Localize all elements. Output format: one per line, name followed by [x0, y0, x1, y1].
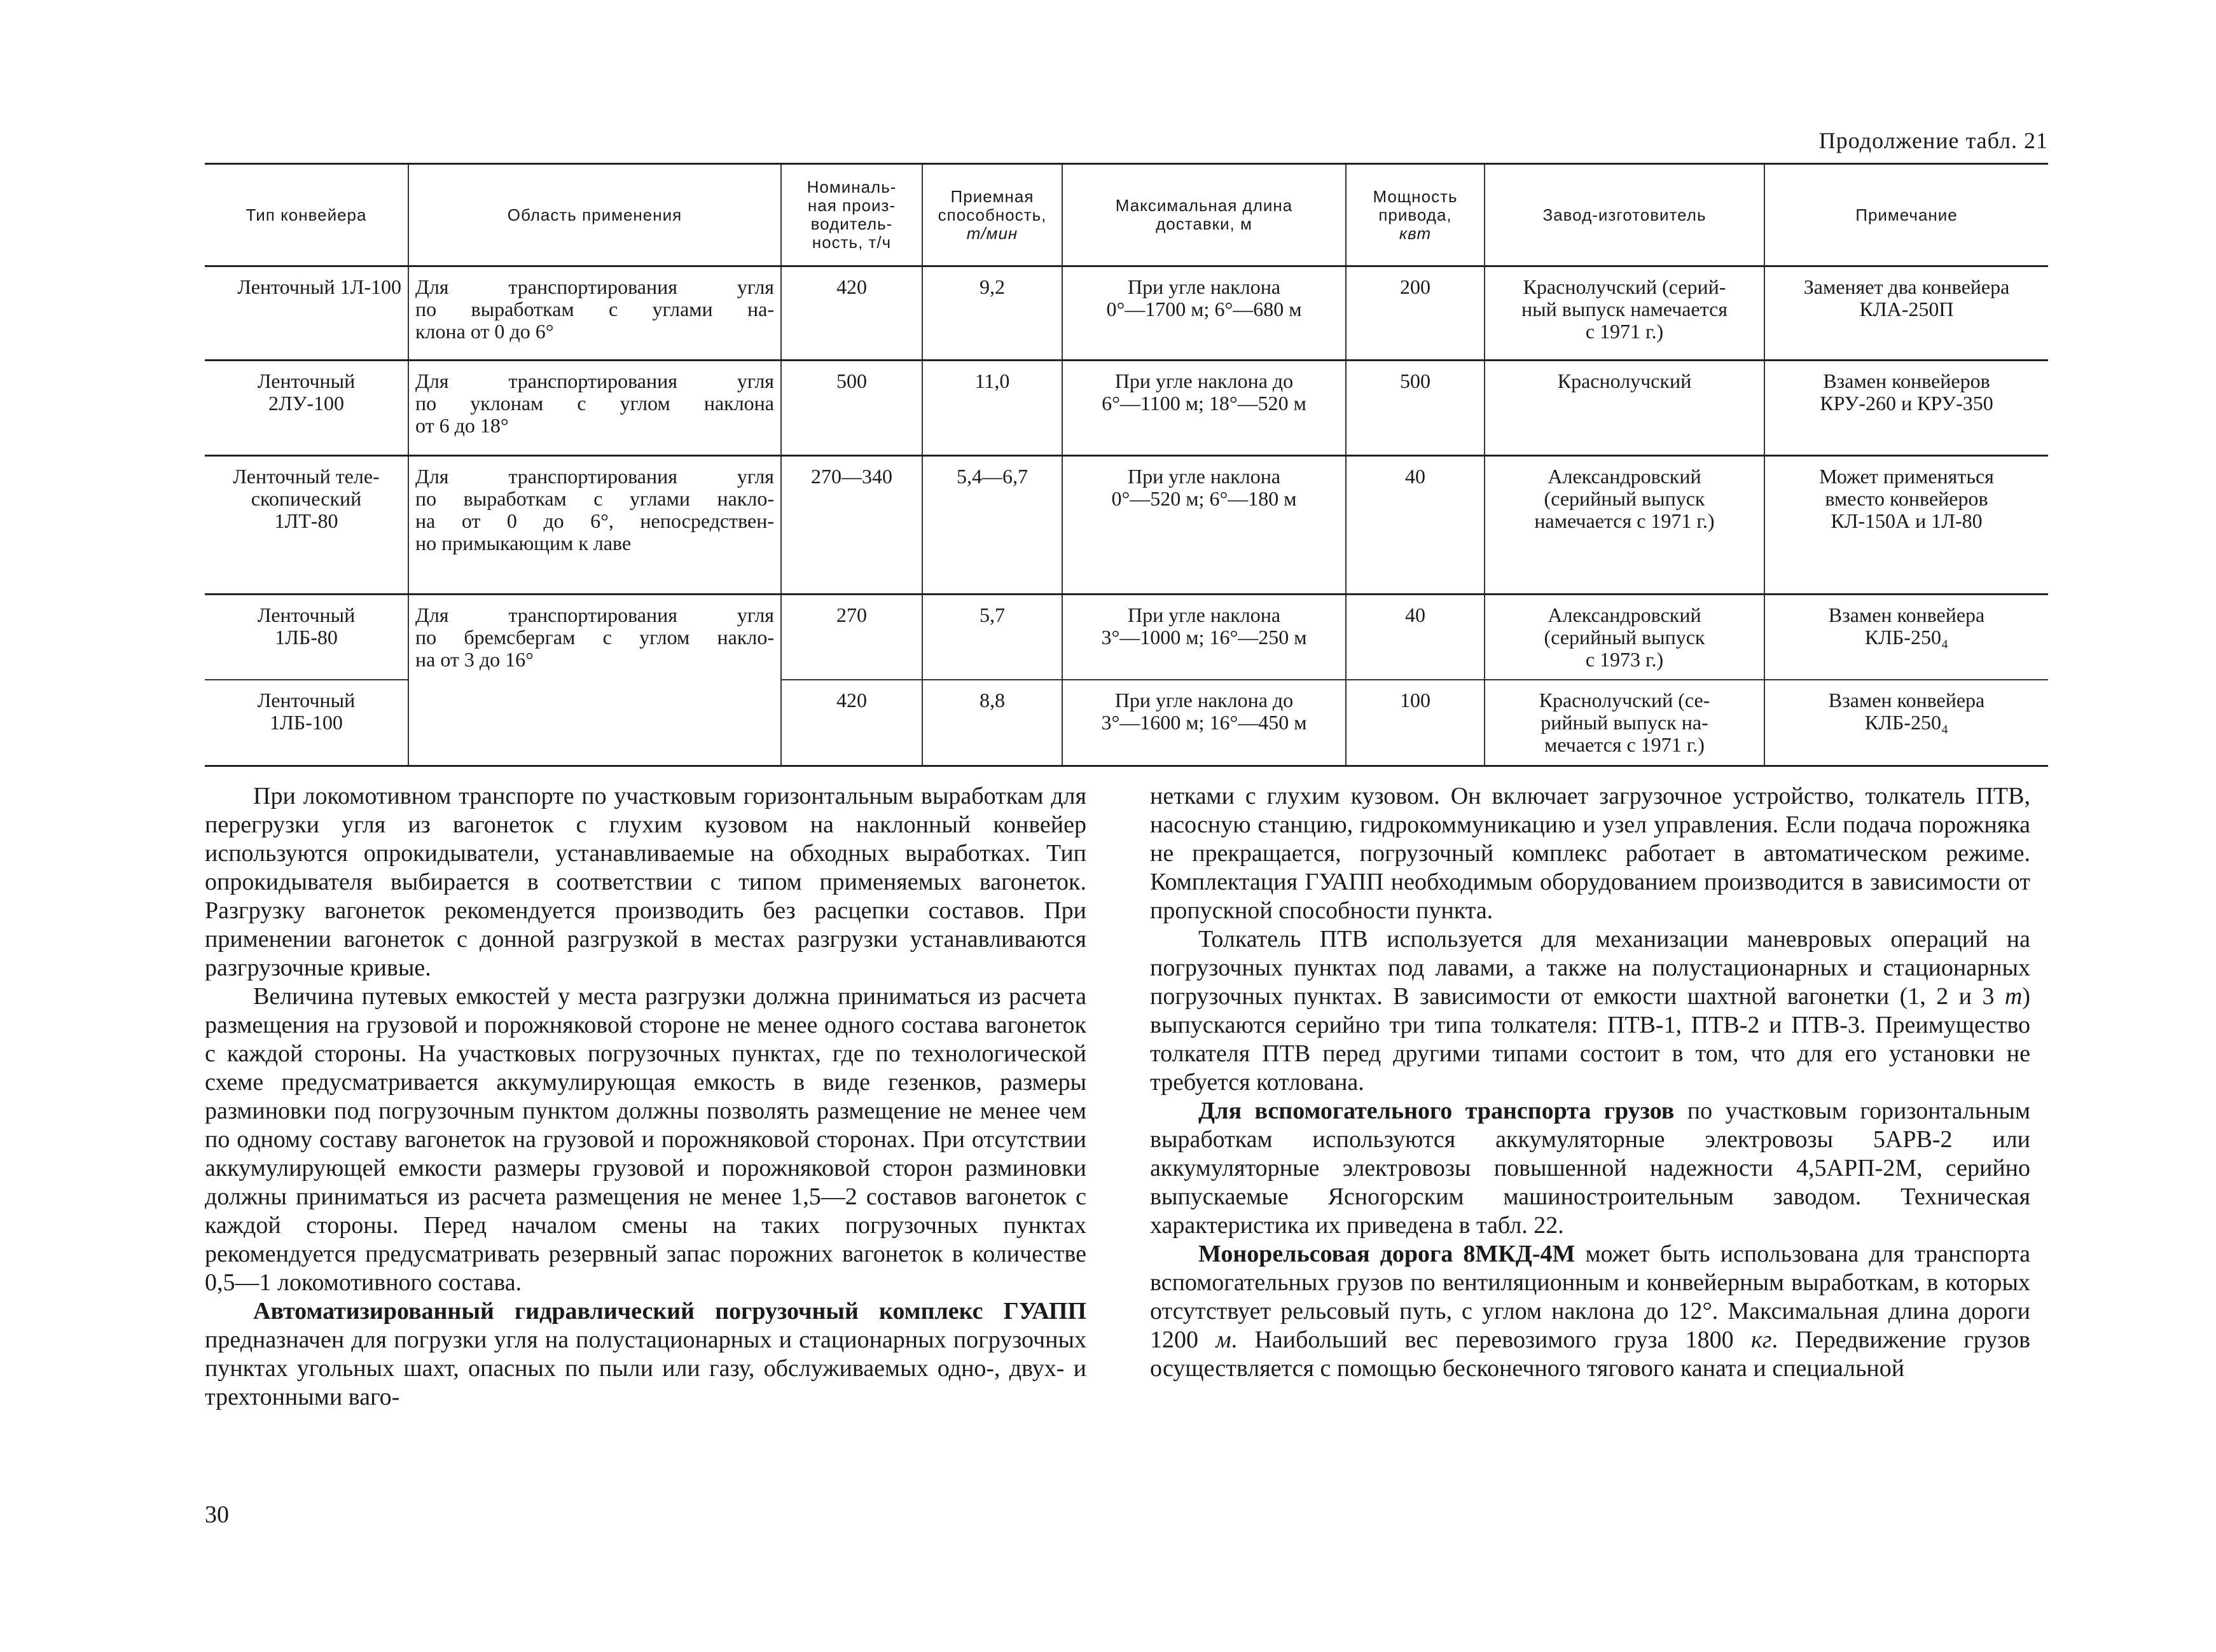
cell-plant: Краснолучский	[1485, 361, 1764, 456]
header-note: Примечание	[1764, 164, 2048, 266]
cell-area: Для транспортирования угля по бремсбергам с углом накло- на от 3 до 16°	[408, 595, 781, 766]
cell-capacity: 270—340	[781, 456, 922, 595]
table-row	[205, 595, 2048, 680]
conveyor-table	[205, 163, 2048, 767]
table-header-row	[205, 164, 2048, 266]
cell-acceptance: 8,8	[922, 680, 1062, 766]
cell-power: 200	[1346, 266, 1485, 361]
header-length: Максимальная длина доставки, м	[1062, 164, 1346, 266]
cell-area: Для транспортирования угля по выработкам с углами на- клона от 0 до 6°	[408, 266, 781, 361]
header-acceptance: Приемная способность, т/мин	[922, 164, 1062, 266]
bold-term: Автоматизированный гидравлический погрузочный комплекс ГУАПП	[253, 1298, 1086, 1325]
cell-type: Ленточный теле- скопический 1ЛТ-80	[233, 465, 380, 532]
cell-power: 40	[1346, 456, 1485, 595]
header-power: Мощность привода, квт	[1346, 164, 1485, 266]
cell-type: Ленточный 1ЛБ-80	[257, 603, 356, 649]
cell-capacity: 420	[781, 680, 922, 766]
cell-note: Взамен конвейера КЛБ-250₄	[1764, 595, 2048, 680]
cell-length: При угле наклона 0°—1700 м; 6°—680 м	[1062, 266, 1346, 361]
bold-term: Для вспомогательного транспорта грузов	[1198, 1098, 1675, 1124]
cell-note: Может применяться вместо конвейеров КЛ-150А и 1Л-80	[1764, 456, 2048, 595]
cell-acceptance: 9,2	[922, 266, 1062, 361]
table-row	[205, 361, 2048, 456]
header-capacity: Номиналь- ная произ- водитель- ность, т/ч	[781, 164, 922, 266]
cell-length: При угле наклона до 6°—1100 м; 18°—520 м	[1062, 361, 1346, 456]
bold-term: Монорельсовая дорога 8МКД-4М	[1198, 1241, 1575, 1267]
cell-power: 40	[1346, 595, 1485, 680]
cell-note: Заменяет два конвейера КЛА-250П	[1764, 266, 2048, 361]
cell-acceptance: 5,4—6,7	[922, 456, 1062, 595]
cell-note: Взамен конвейеров КРУ-260 и КРУ-350	[1764, 361, 2048, 456]
cell-type: Ленточный 1Л-100	[237, 275, 401, 298]
paragraph: При локомотивном транспорте по участковым горизонтальным выработкам для перегрузки угля из вагонеток с глухим кузовом на наклонный конвейер используются опрокидыватели, устанавливаемые на обходных выработках. Тип опрокидывателя выбирается в соответствии с типом применяемых вагонеток. Разгрузку вагонеток рекомендуется производить без расцепки составов. При применении вагонеток с донной разгрузкой в местах разгрузки устанавливаются разгрузочные кривые.	[205, 783, 1086, 981]
paragraph: нетками с глухим кузовом. Он включает загрузочное устройство, толкатель ПТВ, насосную станцию, гидрокоммуникацию и узел управления. Если подача порожняка не прекращается, погрузочный комплекс работает в автоматическом режиме. Комплектация ГУАПП необходимым оборудованием производится в зависимости от пропускной способности пункта.	[1150, 783, 2030, 924]
table-row	[205, 456, 2048, 595]
cell-length: При угле наклона 3°—1000 м; 16°—250 м	[1062, 595, 1346, 680]
right-text-column	[1150, 782, 2030, 1383]
header-type: Тип конвейера	[246, 205, 367, 224]
cell-area: Для транспортирования угля по уклонам с углом наклона от 6 до 18°	[408, 361, 781, 456]
cell-plant: Краснолучский (серий- ный выпуск намечается с 1971 г.)	[1485, 266, 1764, 361]
table-row	[205, 266, 2048, 361]
cell-acceptance: 5,7	[922, 595, 1062, 680]
cell-type: Ленточный 2ЛУ-100	[257, 369, 356, 415]
cell-capacity: 270	[781, 595, 922, 680]
cell-length: При угле наклона до 3°—1600 м; 16°—450 м	[1062, 680, 1346, 766]
cell-area: Для транспортирования угля по выработкам с углами накло- на от 0 до 6°, непосредствен- но примыкающим к лаве	[408, 456, 781, 595]
paragraph: Величина путевых емкостей у места разгрузки должна приниматься из расчета размещения на грузовой и порожняковой стороне не менее одного состава вагонеток с каждой стороны. На участковых погрузочных пунктах, где по технологической схеме предусматривается аккумулирующая емкость в виде гезенков, размеры разминовки под погрузочным пунктом должны позволять размещение не менее чем по одному составу вагонеток на грузовой и порожняковой сторонах. При отсутствии аккумулирующей емкости размеры грузовой и порожняковой сторон разминовки должны приниматься из расчета размещения не менее 1,5—2 составов вагонеток с каждой стороны. Перед началом смены на таких погрузочных пунктах рекомендуется предусматривать резервный запас порожних вагонеток в количестве 0,5—1 локомотивного состава.	[205, 983, 1086, 1296]
page-number: 30	[205, 1501, 229, 1528]
cell-plant: Александровский (серийный выпуск с 1973 г.)	[1485, 595, 1764, 680]
cell-note: Взамен конвейера КЛБ-250₄	[1764, 680, 2048, 766]
cell-plant: Краснолучский (се- рийный выпуск на- мечается с 1971 г.)	[1485, 680, 1764, 766]
paragraph: Автоматизированный гидравлический погрузочный комплекс ГУАПП предназначен для погрузки угля на полустационарных и стационарных погрузочных пунктах угольных шахт, опасных по пыли или газу, обслуживаемых одно-, двух- и трехтонными ваго-	[205, 1298, 1086, 1410]
table-continuation-label: Продолжение табл. 21	[1818, 128, 2048, 153]
cell-plant: Александровский (серийный выпуск намечается с 1971 г.)	[1485, 456, 1764, 595]
paragraph: Толкатель ПТВ используется для механизации маневровых операций на погрузочных пунктах под лавами, а также на полустационарных и стационарных погрузочных пунктах. В зависимости от емкости шахтной вагонетки (1, 2 и 3 т) выпускаются серийно три типа толкателя: ПТВ-1, ПТВ-2 и ПТВ-3. Преимущество толкателя ПТВ перед другими типами состоит в том, что для его установки не требуется котлована.	[1150, 926, 2030, 1096]
paragraph: Монорельсовая дорога 8МКД-4М может быть использована для транспорта вспомогательных грузов по вентиляционным и конвейерным выработкам, в которых отсутствует рельсовый путь, с углом наклона до 12°. Максимальная длина дороги 1200 м. Наибольший вес перевозимого груза 1800 кг. Передвижение грузов осуществляется с помощью бесконечного тягового каната и специальной	[1150, 1241, 2031, 1382]
cell-capacity: 500	[781, 361, 922, 456]
cell-power: 500	[1346, 361, 1485, 456]
header-area: Область применения	[408, 164, 781, 266]
cell-length: При угле наклона 0°—520 м; 6°—180 м	[1062, 456, 1346, 595]
cell-acceptance: 11,0	[922, 361, 1062, 456]
cell-power: 100	[1346, 680, 1485, 766]
paragraph: Для вспомогательного транспорта грузов по участковым горизонтальным выработкам используются аккумуляторные электровозы 5АРВ-2 или аккумуляторные электровозы повышенной надежности 4,5АРП-2М, серийно выпускаемые Ясногорским машиностроительным заводом. Техническая характеристика их приведена в табл. 22.	[1150, 1098, 2030, 1239]
header-plant: Завод-изготовитель	[1485, 164, 1764, 266]
cell-capacity: 420	[781, 266, 922, 361]
left-text-column	[205, 782, 1086, 1412]
cell-type: Ленточный 1ЛБ-100	[257, 688, 356, 734]
